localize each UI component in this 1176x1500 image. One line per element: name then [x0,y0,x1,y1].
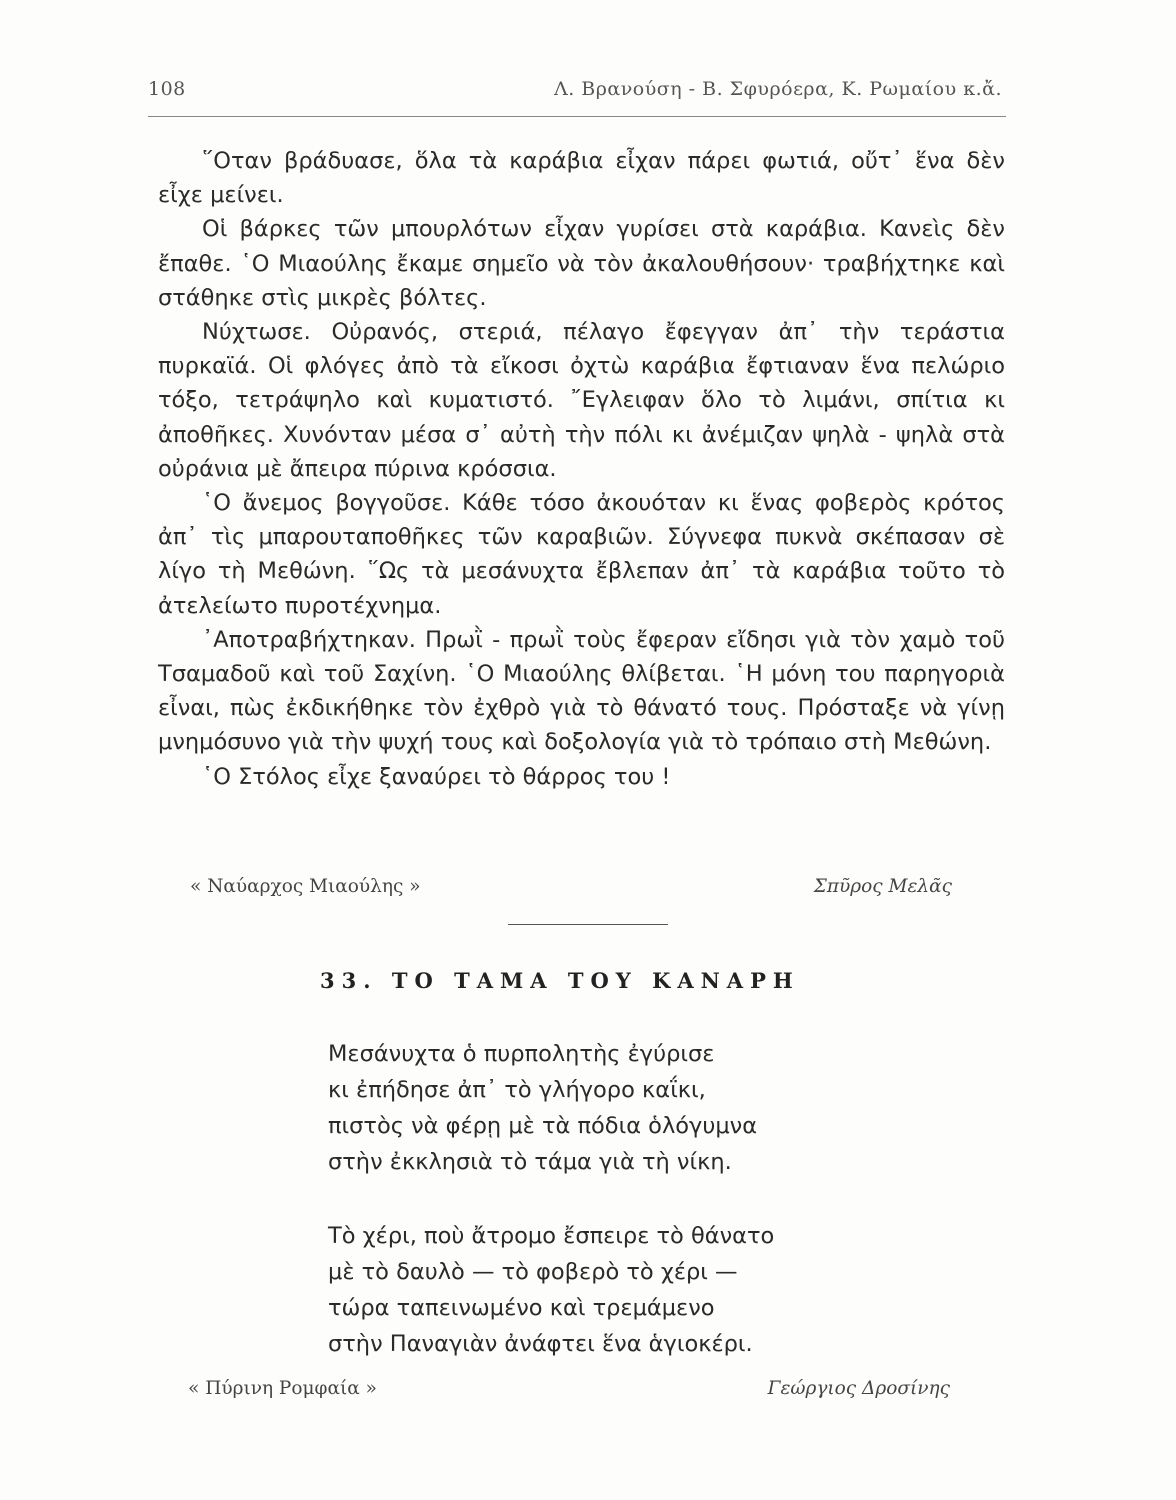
poem-stanza-2 [328,1218,888,1362]
poem-line: τώρα ταπεινωμένο καὶ τρεμάμενο [328,1295,715,1321]
paragraph-1: ῞Οταν βράδυασε, ὅλα τὰ καράβια εἶχαν πάρει φωτιά, οὔτ᾽ ἕνα δὲν εἶχε μείνει. [158,148,1005,209]
poem-attribution [188,1378,950,1408]
paragraph-4: ῾Ο ἄνεμος βογγοῦσε. Κάθε τόσο ἀκουόταν κι ἕνας φοβερὸς κρότος ἀπ᾽ τὶς μπαρουταποθῆκες τῶν καραβιῶν. Σύγνεφα πυκνὰ σκέπασαν σὲ λίγο τὴ Μεθώνη. ῞Ως τὰ μεσάνυχτα ἔβλεπαν ἀπ᾽ τὰ καράβια τοῦτο τὸ ἀτελείωτο πυροτέχνημα. [158,490,1005,619]
poem-line: πιστὸς νὰ φέρῃ μὲ τὰ πόδια ὁλόγυμνα [328,1113,758,1139]
header-authors: Λ. Βρανούση - Β. Σφυρόερα, Κ. Ρωμαίου κ.ἄ. [553,78,1002,100]
poem [328,1036,888,1400]
poem-line: Μεσάνυχτα ὁ πυρπολητὴς ἐγύρισε [328,1041,715,1067]
source-title: « Ναύαρχος Μιαούλης » [190,876,421,897]
poem-line: μὲ τὸ δαυλὸ — τὸ φοβερὸ τὸ χέρι — [328,1259,738,1285]
paragraph-2: Οἱ βάρκες τῶν μπουρλότων εἶχαν γυρίσει στὰ καράβια. Κανεὶς δὲν ἔπαθε. ῾Ο Μιαούλης ἔκαμε σημεῖο νὰ τὸν ἀκαλουθήσουν· τραβήχτηκε καὶ στάθηκε στὶς μικρὲς βόλτες. [158,216,1005,311]
poem-line: κι ἐπήδησε ἀπ᾽ τὸ γλήγορο καΐκι, [328,1077,706,1103]
prose-passage [158,144,1005,794]
paragraph-6: ῾Ο Στόλος εἶχε ξαναύρει τὸ θάρρος του ! [202,763,671,790]
paragraph-5: ᾽Αποτραβήχτηκαν. Πρωῒ - πρωῒ τοὺς ἔφεραν εἴδησι γιὰ τὸν χαμὸ τοῦ Τσαμαδοῦ καὶ τοῦ Σαχίνη. ῾Ο Μιαούλης θλίβεται. ῾Η μόνη του παρηγοριὰ εἶναι, πὼς ἐκδικήθηκε τὸν ἐχθρὸ γιὰ τὸ θάνατό τους. Πρόσταξε νὰ γίνῃ μνημόσυνο γιὰ τὴν ψυχή τους καὶ δοξολογία γιὰ τὸ τρόπαιο στὴ Μεθώνη. [158,626,1005,756]
author-name: Σπῦρος Μελᾶς [813,876,952,897]
source-title: « Πύρινη Ρομφαία » [188,1378,377,1399]
poem-stanza-1 [328,1036,888,1180]
author-name: Γεώργιος Δροσίνης [767,1378,950,1399]
poem-line: στὴν ἐκκλησιὰ τὸ τάμα γιὰ τὴ νίκη. [328,1149,732,1175]
poem-line: Τὸ χέρι, ποὺ ἄτρομο ἔσπειρε τὸ θάνατο [328,1223,775,1249]
poem-line: στὴν Παναγιὰν ἀνάφτει ἕνα ἁγιοκέρι. [328,1331,753,1357]
page-number: 108 [148,78,186,100]
header-rule [148,116,1006,117]
section-title: 33. ΤΟ ΤΑΜΑ ΤΟΥ ΚΑΝΑΡΗ [320,968,800,993]
section-divider [508,924,668,925]
paragraph-3: Νύχτωσε. Οὐρανός, στεριά, πέλαγο ἔφεγγαν ἀπ᾽ τὴν τεράστια πυρκαϊά. Οἱ φλόγες ἀπὸ τὰ εἴκοσι ὀχτὼ καράβια ἔφτιαναν ἕνα πελώριο τόξο, τετράψηλο καὶ κυματιστό. ῎Εγλειφαν ὅλο τὸ λιμάνι, σπίτια κι ἀποθῆκες. Χυνόνταν μέσα σ᾽ αὐτὴ τὴν πόλι κι ἀνέμιζαν ψηλὰ - ψηλὰ στὰ οὐράνια μὲ ἄπειρα πύρινα κρόσσια. [158,319,1005,482]
running-head [148,78,1006,108]
prose-attribution [190,876,952,906]
